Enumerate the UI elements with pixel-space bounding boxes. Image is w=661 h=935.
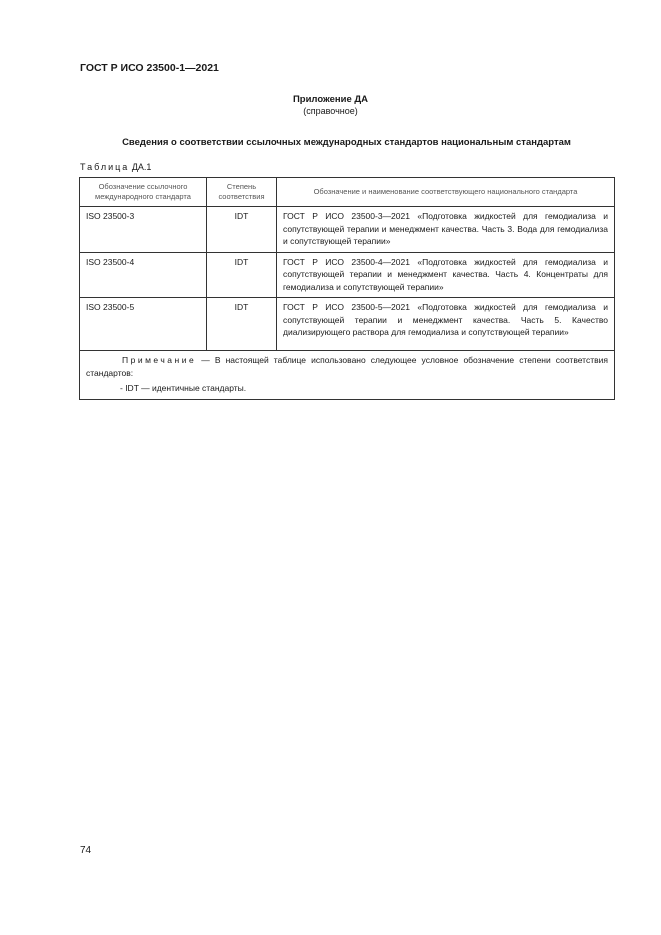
table-note [80,351,615,400]
header-national-standard: Обозначение и наименование соответствующего национального стандарта [277,178,615,207]
table-row [80,207,615,253]
cell-intl-standard: ISO 23500-3 [80,207,207,253]
header-degree: Степень соответствия [207,178,277,207]
note-paragraph [86,354,608,379]
cell-national-standard: ГОСТ Р ИСО 23500-3—2021 «Подготовка жидкостей для гемодиализа и сопутствующей терапии и менеджмент качества. Часть 3. Вода для гемодиализа и сопутствующей терапии» [277,207,615,253]
table-caption-label: Таблица [80,162,130,172]
cell-degree: IDT [207,298,277,351]
table-header-row [80,178,615,207]
note-text: — В настоящей таблице использовано следующее условное обозначение степени соответствия стандартов: [86,355,608,378]
cell-degree: IDT [207,252,277,298]
note-label: Примечание [122,355,197,365]
table-caption [80,162,151,172]
correspondence-table [79,177,615,400]
cell-intl-standard: ISO 23500-4 [80,252,207,298]
table-caption-number: ДА.1 [131,162,152,172]
page-number: 74 [80,845,92,856]
table-note-row [80,351,615,400]
section-title: Сведения о соответствии ссылочных международных стандартов национальным стандартам [122,137,571,148]
cell-national-standard: ГОСТ Р ИСО 23500-4—2021 «Подготовка жидкостей для гемодиализа и сопутствующей терапии и менеджмент качества. Часть 4. Концентраты для гемодиализа и сопутствующей терапии» [277,252,615,298]
cell-degree: IDT [207,207,277,253]
cell-intl-standard: ISO 23500-5 [80,298,207,351]
header-intl-standard: Обозначение ссылочного международного стандарта [80,178,207,207]
document-code-header: ГОСТ Р ИСО 23500-1—2021 [80,62,219,74]
table-row [80,252,615,298]
appendix-title: Приложение ДА [292,94,369,105]
cell-national-standard: ГОСТ Р ИСО 23500-5—2021 «Подготовка жидкостей для гемодиализа и сопутствующей терапии и менеджмент качества. Часть 5. Качество диализирующего раствора для гемодиализа и сопутствующей терапии» [277,298,615,351]
appendix-subtitle: (справочное) [303,106,358,116]
note-list-item: - IDT — идентичные стандарты. [120,383,247,393]
table-row [80,298,615,351]
